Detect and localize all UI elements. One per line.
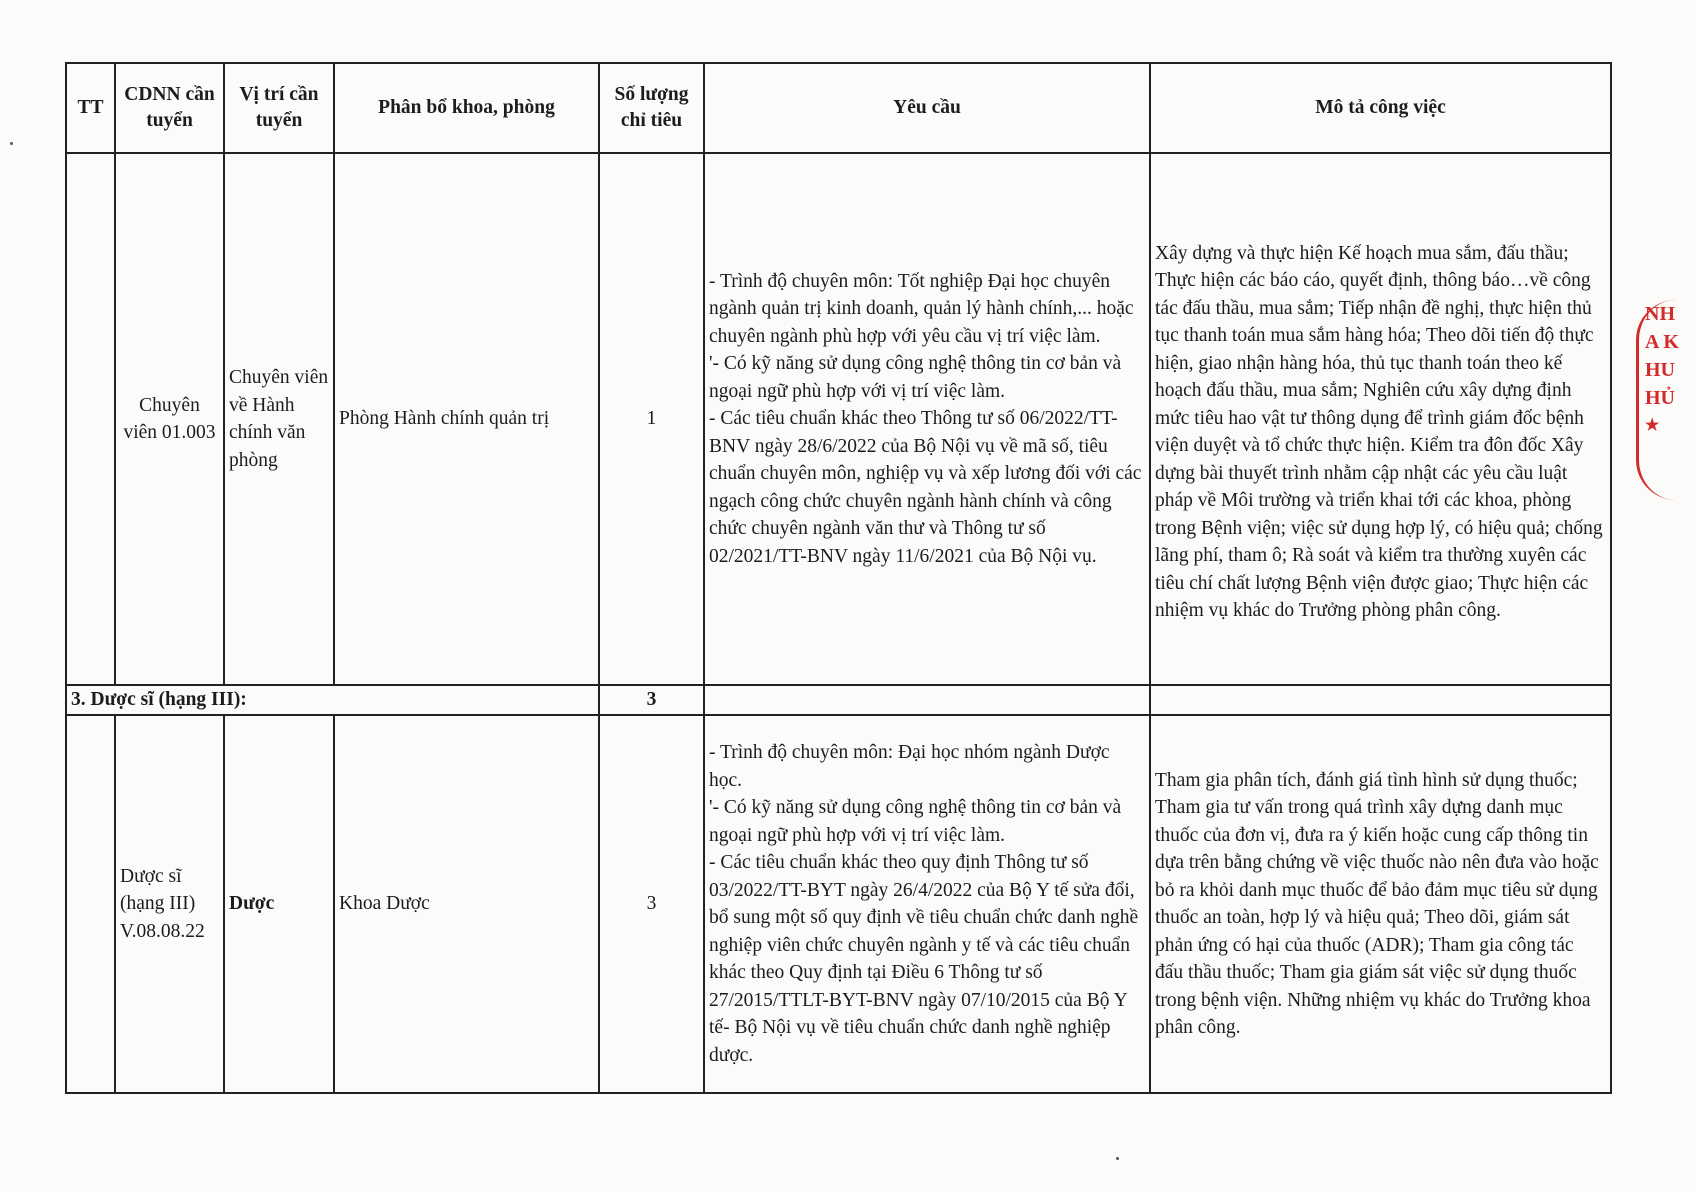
stamp-line: HỦ	[1645, 387, 1675, 409]
cell-mota: Xây dựng và thực hiện Kế hoạch mua sắm, đấu thầu; Thực hiện các báo cáo, quyết định, thông báo…về công tác đấu thầu, mua sắm; Tiếp nhận đề nghị, thực hiện thủ tục thanh toán mua sắm hàng hóa; Theo dõi tiến độ thực hiện, giao nhận hàng hóa, thủ tục thanh toán theo kế hoạch đấu thầu, mua sắm; Nghiên cứu xây dựng định mức tiêu hao vật tư thông dụng để trình giám đốc bệnh viện duyệt và tổ chức thực hiện. Kiểm tra đôn đốc Xây dựng bài thuyết trình nhằm cập nhật các yêu cầu luật pháp về Môi trường và triển khai tới các khoa, phòng trong Bệnh viện; việc sử dụng hợp lý, có hiệu quả; chống lãng phí, tham ô; Rà soát và kiểm tra thường xuyên các tiêu chí chất lượng Bệnh viện được giao; Thực hiện các nhiệm vụ khác do Trưởng phòng phân công.	[1150, 153, 1611, 685]
header-soluong: Số lượng chỉ tiêu	[599, 63, 704, 153]
scan-speck	[10, 142, 13, 145]
stamp-line: HU	[1645, 359, 1675, 381]
cell-yeucau: - Trình độ chuyên môn: Tốt nghiệp Đại học chuyên ngành quản trị kinh doanh, quản lý hành chính,... hoặc chuyên ngành phù hợp với yêu cầu vị trí việc làm. '- Có kỹ năng sử dụng công nghệ thông tin cơ bản và ngoại ngữ phù hợp với vị trí việc làm. - Các tiêu chuẩn khác theo Thông tư số 06/2022/TT-BNV ngày 28/6/2022 của Bộ Nội vụ về mã số, tiêu chuẩn chuyên môn, nghiệp vụ và xếp lương đối với các ngạch công chức chuyên ngành hành chính và công chức chuyên ngành văn thư và Thông tư số 02/2021/TT-BNV ngày 11/6/2021 của Bộ Nội vụ.	[704, 153, 1150, 685]
cell-mota: Tham gia phân tích, đánh giá tình hình sử dụng thuốc; Tham gia tư vấn trong quá trình xây dựng danh mục thuốc của đơn vị, đưa ra ý kiến hoặc cung cấp thông tin dựa trên bằng chứng về việc thuốc nào nên đưa vào hoặc bỏ ra khỏi danh mục thuốc để bảo đảm mục tiêu sử dụng thuốc an toàn, hợp lý và hiệu quả; Theo dõi, giám sát phản ứng có hại của thuốc (ADR); Tham gia công tác đấu thầu thuốc; Tham gia giám sát việc sử dụng thuốc trong bệnh viện. Những nhiệm vụ khác do Trưởng khoa phân công.	[1150, 715, 1611, 1093]
cell-vitri: Chuyên viên về Hành chính văn phòng	[224, 153, 334, 685]
header-row	[66, 63, 1611, 153]
header-cdnn: CDNN cần tuyển	[115, 63, 224, 153]
cell-tt	[66, 715, 115, 1093]
recruitment-table	[65, 62, 1612, 1094]
scan-speck	[1116, 1157, 1119, 1160]
header-yeucau: Yêu cầu	[704, 63, 1150, 153]
cell-phanbo: Khoa Dược	[334, 715, 599, 1093]
cell-soluong: 3	[599, 715, 704, 1093]
cell-cdnn: Dược sĩ (hạng III) V.08.08.22	[115, 715, 224, 1093]
header-mota: Mô tả công việc	[1150, 63, 1611, 153]
section-row	[66, 685, 1611, 715]
section-empty-mota	[1150, 685, 1611, 715]
cell-soluong: 1	[599, 153, 704, 685]
stamp-line: A K	[1645, 331, 1679, 353]
section-count: 3	[599, 685, 704, 715]
header-vitri: Vị trí cần tuyển	[224, 63, 334, 153]
header-tt: TT	[66, 63, 115, 153]
section-label: 3. Dược sĩ (hạng III):	[66, 685, 599, 715]
section-empty-yeucau	[704, 685, 1150, 715]
header-phanbo: Phân bổ khoa, phòng	[334, 63, 599, 153]
cell-yeucau: - Trình độ chuyên môn: Đại học nhóm ngành Dược học. '- Có kỹ năng sử dụng công nghệ thông tin cơ bản và ngoại ngữ phù hợp với vị trí việc làm. - Các tiêu chuẩn khác theo quy định Thông tư số 03/2022/TT-BYT ngày 26/4/2022 của Bộ Y tế sửa đổi, bổ sung một số quy định về tiêu chuẩn chức danh nghề nghiệp viên chức chuyên ngành y tế và các tiêu chuẩn khác theo Quy định tại Điều 6 Thông tư số 27/2015/TTLT-BYT-BNV ngày 07/10/2015 của Bộ Y tế- Bộ Nội vụ về tiêu chuẩn chức danh nghề nghiệp dược.	[704, 715, 1150, 1093]
cell-phanbo: Phòng Hành chính quản trị	[334, 153, 599, 685]
table-row	[66, 715, 1611, 1093]
stamp-star-icon: ★	[1645, 417, 1660, 434]
red-stamp-fragment	[1636, 300, 1696, 500]
cell-tt	[66, 153, 115, 685]
stamp-line: NH	[1645, 303, 1675, 325]
table-row	[66, 153, 1611, 685]
cell-vitri: Dược	[224, 715, 334, 1093]
cell-cdnn: Chuyên viên 01.003	[115, 153, 224, 685]
